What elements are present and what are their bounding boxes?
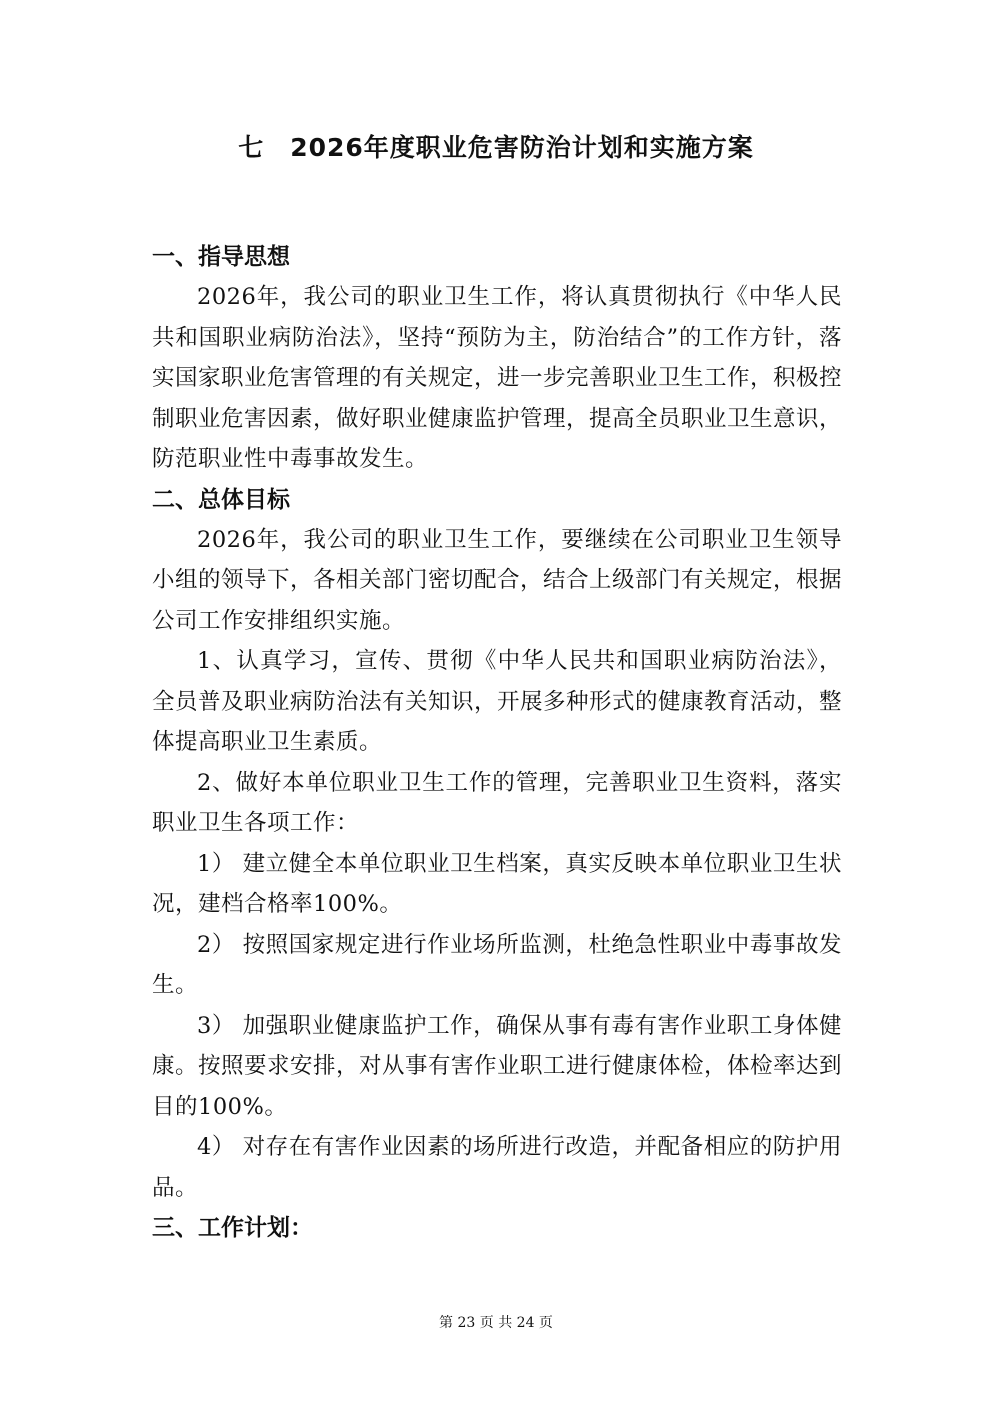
- document-body: [152, 237, 842, 1248]
- section-heading-work-plan: 三、工作计划：: [152, 1215, 313, 1241]
- paragraph: 2、做好本单位职业卫生工作的管理，完善职业卫生资料，落实职业卫生各项工作：: [152, 769, 842, 836]
- section-heading-overall-goal: 二、总体目标: [152, 486, 290, 513]
- paragraph: 2） 按照国家规定进行作业场所监测，杜绝急性职业中毒事故发生。: [152, 931, 842, 998]
- paragraph: 1、认真学习，宣传、贯彻《中华人民共和国职业病防治法》，全员普及职业病防治法有关知识，开展多种形式的健康教育活动，整体提高职业卫生素质。: [152, 648, 843, 755]
- paragraph: 4） 对存在有害作业因素的场所进行改造，并配备相应的防护用品。: [152, 1134, 842, 1201]
- page-number-footer: 第 23 页 共 24 页: [439, 1315, 553, 1331]
- paragraph: 2026年，我公司的职业卫生工作，要继续在公司职业卫生领导小组的领导下，各相关部门密切配合，结合上级部门有关规定，根据公司工作安排组织实施。: [152, 526, 843, 634]
- title-number: 七: [238, 133, 265, 162]
- paragraph: 2026年，我公司的职业卫生工作，将认真贯彻执行《中华人民共和国职业病防治法》，坚持“预防为主，防治结合”的工作方针，落实国家职业危害管理的有关规定，进一步完善职业卫生工作，积极控制职业危害因素，做好职业健康监护管理，提高全员职业卫生意识，防范职业性中毒事故发生。: [152, 284, 843, 472]
- section-heading-guiding-ideology: 一、指导思想: [152, 244, 290, 270]
- paragraph: 1） 建立健全本单位职业卫生档案，真实反映本单位职业卫生状况，建档合格率100%。: [152, 850, 842, 917]
- title-text: 2026年度职业危害防治计划和实施方案: [290, 133, 754, 162]
- page-title: [0, 128, 992, 168]
- paragraph: 3） 加强职业健康监护工作，确保从事有毒有害作业职工身体健康。按照要求安排，对从事有害作业职工进行健康体检，体检率达到目的100%。: [152, 1012, 843, 1120]
